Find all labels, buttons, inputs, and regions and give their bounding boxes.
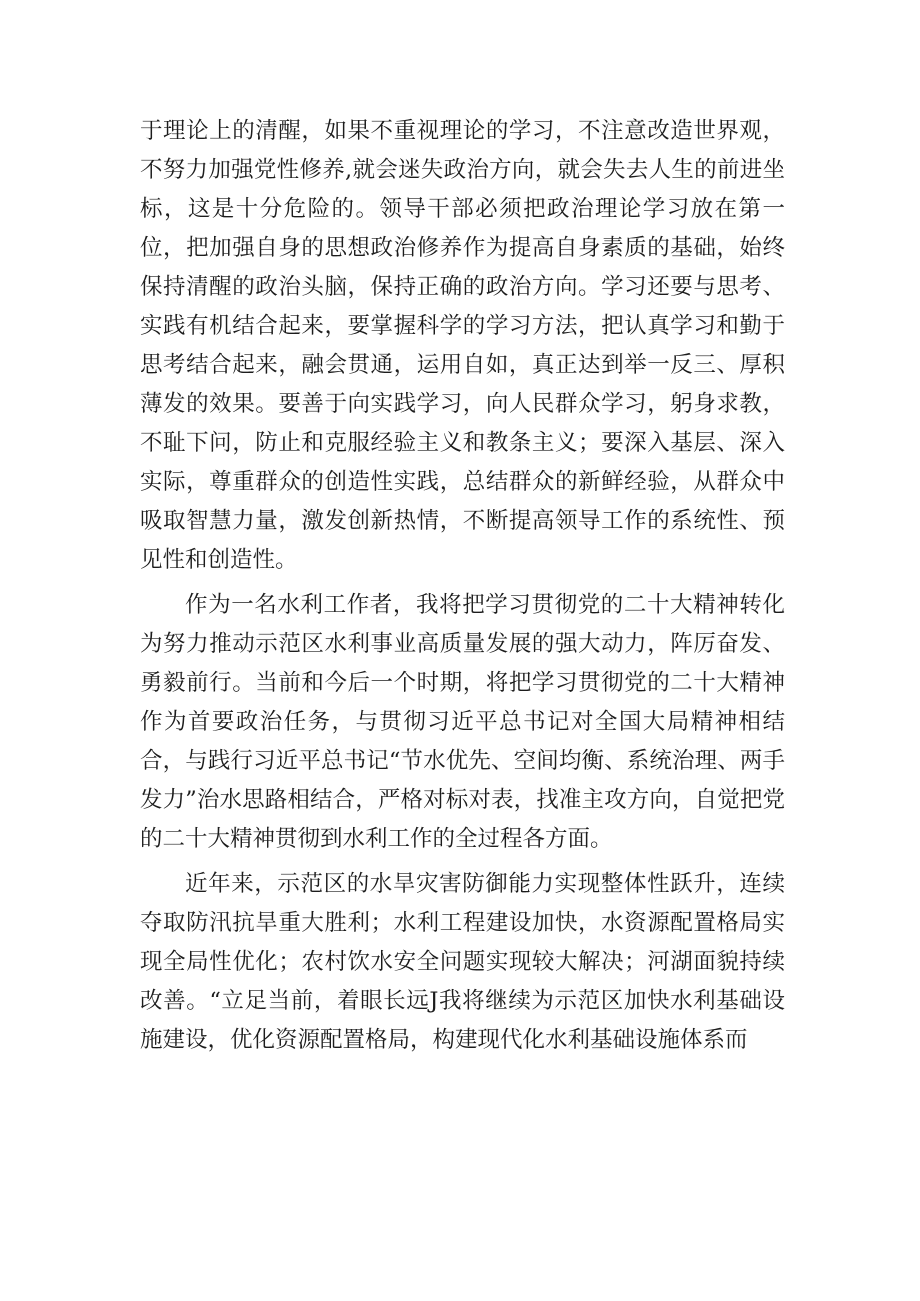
paragraph-continuation: 于理论上的清醒，如果不重视理论的学习，不注意改造世界观，不努力加强党性修养,就会迷失政治方向，就会失去人生的前进坐标，这是十分危险的。领导干部必须把政治理论学习放在第一位，把加强自身的思想政治修养作为提高自身素质的基础，始终保持清醒的政治头脑，保持正确的政治方向。学习还要与思考、实践有机结合起来，要掌握科学的学习方法，把认真学习和勤于思考结合起来，融会贯通，运用自如，真正达到举一反三、厚积薄发的效果。要善于向实践学习，向人民群众学习，躬身求教，不耻下问，防止和克服经验主义和教条主义；要深入基层、深入实际，尊重群众的创造性实践，总结群众的新鲜经验，从群众中吸取智慧力量，激发创新热情，不断提高领导工作的系统性、预见性和创造性。 <box>140 118 785 573</box>
paragraph-recent-years: 近年来，示范区的水旱灾害防御能力实现整体性跃升，连续夺取防汛抗旱重大胜利；水利工程建设加快，水资源配置格局实现全局性优化；农村饮水安全问题实现较大解决；河湖面貌持续改善。“立足当前，着眼长远J我将继续为示范区加快水利基础设施建设，优化资源配置格局，构建现代化水利基础设施体系而 <box>140 871 785 1053</box>
paragraph-water-conservancy-worker: 作为一名水利工作者，我将把学习贯彻党的二十大精神转化为努力推动示范区水利事业高质量发展的强大动力，阵厉奋发、勇毅前行。当前和今后一个时期，将把学习贯彻党的二十大精神作为首要政治任务，与贯彻习近平总书记对全国大局精神相结合，与践行习近平总书记“节水优先、空间均衡、系统治理、两手发力”治水思路相结合，严格对标对表，找准主攻方向，自觉把党的二十大精神贯彻到水利工作的全过程各方面。 <box>140 592 785 852</box>
document-body <box>140 112 785 1066</box>
